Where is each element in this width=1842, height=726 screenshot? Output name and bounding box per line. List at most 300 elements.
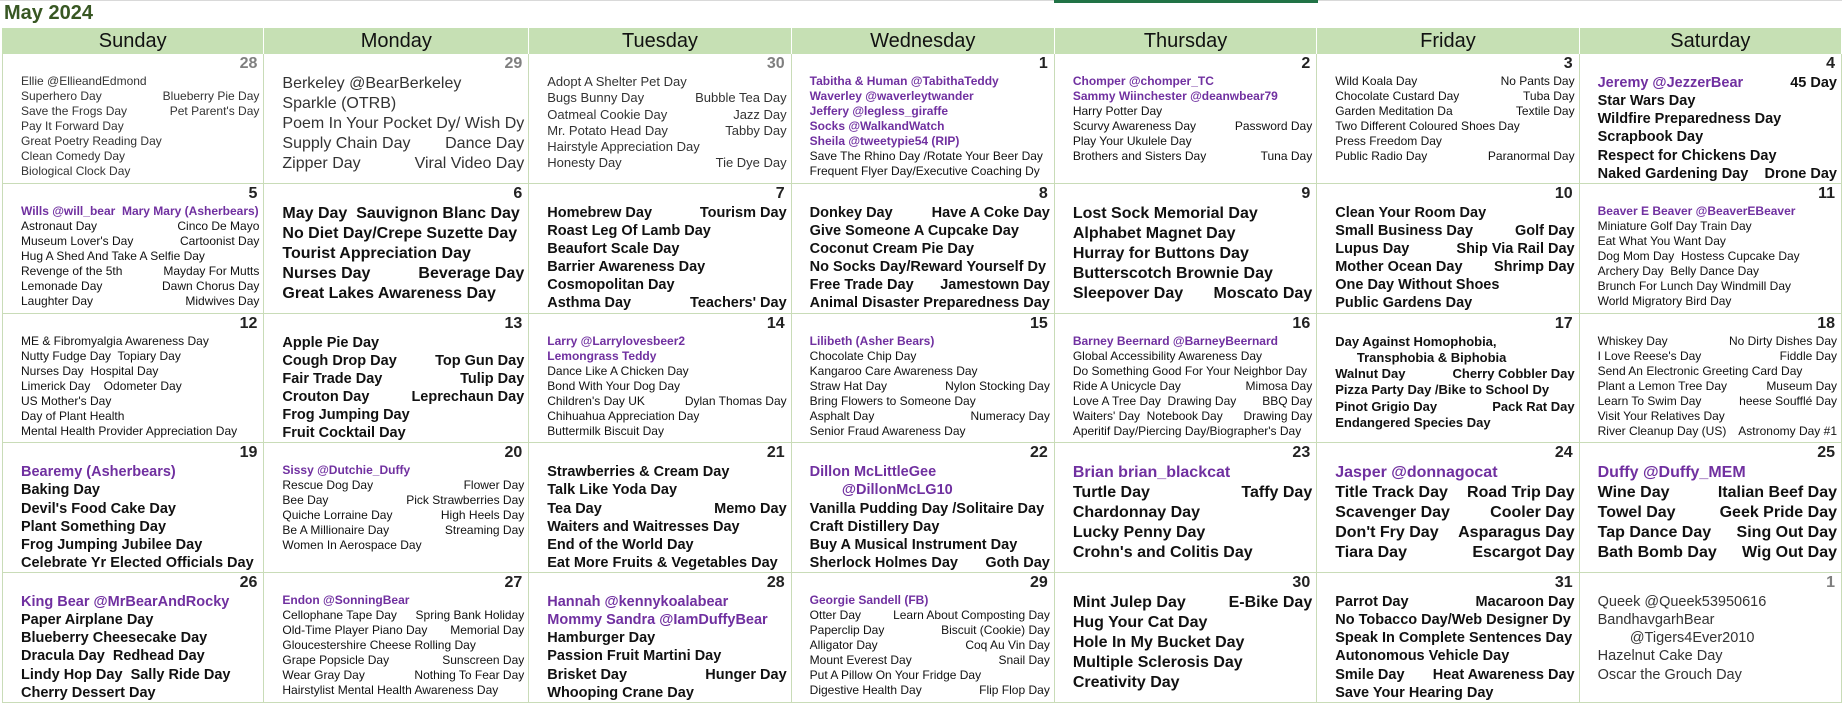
event-line <box>1598 334 1837 349</box>
bear-name: Sparkle (OTRB) <box>282 95 397 112</box>
event-line <box>1335 294 1574 312</box>
day-number: 25 <box>1817 444 1835 462</box>
day-events <box>282 463 524 553</box>
bear-birthday-line <box>1598 204 1837 219</box>
event-label: Tulip Day <box>460 370 525 387</box>
event-line <box>1073 613 1312 633</box>
bear-birthday-line <box>282 74 524 94</box>
event-label: Homebrew Day <box>547 204 653 221</box>
event-line <box>1335 647 1574 665</box>
bear-birthday-line <box>1598 463 1837 483</box>
event-line <box>547 536 786 554</box>
event-line <box>21 554 259 572</box>
bear-birthday-line <box>21 593 259 611</box>
event-line <box>1335 240 1574 258</box>
event-label: Dance Like A Chicken Day <box>547 363 689 378</box>
day-events <box>1598 334 1837 439</box>
event-label: Brothers and Sisters Day <box>1072 149 1207 163</box>
day-cell[interactable] <box>792 443 1055 573</box>
weekday-header-sunday: Sunday <box>2 28 264 54</box>
event-line <box>1598 92 1837 110</box>
event-line <box>1335 89 1574 104</box>
event-label: Walnut Day <box>1335 366 1406 381</box>
day-events <box>282 334 524 443</box>
day-cell[interactable] <box>1055 443 1317 573</box>
event-label: Strawberries & Cream Day <box>547 464 730 481</box>
event-label: Top Gun Day <box>435 352 525 369</box>
day-number: 3 <box>1563 55 1573 72</box>
event-label: Drone Day <box>1764 165 1837 182</box>
event-line <box>282 244 524 264</box>
event-line <box>547 364 786 379</box>
day-cell[interactable] <box>264 573 529 703</box>
event-label: Wild Koala Day <box>1335 74 1418 88</box>
event-label: Nutty Fudge Day Topiary Day <box>21 348 181 363</box>
event-label: Whiskey Day <box>1597 333 1668 348</box>
day-events <box>547 593 786 702</box>
event-label: Museum Lover's Day <box>21 233 134 248</box>
event-line <box>1598 110 1837 128</box>
event-line <box>1598 647 1837 665</box>
bear-name: @DillonMcLG10 <box>809 482 953 499</box>
event-label: Day Against Homophobia, <box>1335 333 1497 349</box>
day-cell[interactable] <box>529 314 791 444</box>
event-line <box>282 538 524 553</box>
day-cell[interactable] <box>2 54 264 184</box>
event-line <box>810 623 1050 638</box>
event-line <box>21 119 259 134</box>
event-label: Museum Day <box>1766 378 1837 393</box>
day-cell[interactable] <box>529 573 791 703</box>
bear-name: Lemongrass Teddy <box>547 348 657 363</box>
day-cell[interactable] <box>2 443 264 573</box>
bear-name: Jeffery @legless_giraffe <box>809 104 949 118</box>
event-label: ME & Fibromyalgia Awareness Day <box>21 333 209 348</box>
day-cell[interactable] <box>1317 54 1579 184</box>
bear-name: Socks @WalkandWatch <box>809 119 945 133</box>
bear-birthday-line <box>21 74 259 89</box>
event-label: Cosmopolitan Day <box>547 277 675 294</box>
event-label: Viral Video Day <box>414 155 525 172</box>
day-cell[interactable] <box>264 314 529 444</box>
event-line <box>282 523 524 538</box>
day-number: 17 <box>1554 314 1573 332</box>
event-label: Astronaut Day <box>21 218 98 233</box>
bear-name: Barney Beernard @BarneyBeernard <box>1072 333 1278 348</box>
day-number: 23 <box>1292 444 1311 462</box>
bear-birthday-line <box>1335 463 1574 483</box>
event-line <box>282 406 524 424</box>
day-number: 28 <box>766 574 785 591</box>
day-cell[interactable] <box>529 443 791 573</box>
bear-birthday-line <box>810 119 1050 134</box>
event-label: Waiters' Day Notebook Day <box>1072 408 1223 423</box>
event-label: Cinco De Mayo <box>177 218 260 233</box>
event-line <box>21 134 259 149</box>
event-line <box>810 409 1050 424</box>
day-number: 18 <box>1817 314 1835 332</box>
event-line <box>1335 523 1574 543</box>
day-number: 31 <box>1554 574 1573 591</box>
event-label: Snail Day <box>998 653 1050 667</box>
event-line <box>1073 523 1312 543</box>
bear-name: Waverley @waverleytwander <box>809 89 974 103</box>
event-line <box>282 334 524 352</box>
event-label: Lost Sock Memorial Day <box>1072 204 1258 222</box>
day-cell[interactable] <box>264 184 529 314</box>
bear-name: Lilibeth (Asher Bears) <box>809 333 935 348</box>
event-line <box>282 508 524 523</box>
event-label: Alligator Day <box>809 638 878 652</box>
day-cell[interactable] <box>1317 184 1579 314</box>
bear-birthday-line <box>282 593 524 608</box>
bear-name: BandhavgarhBear <box>1597 612 1715 629</box>
event-label: Golf Day <box>1514 222 1575 239</box>
event-line <box>21 629 259 647</box>
event-line <box>1598 523 1837 543</box>
event-line <box>1598 147 1837 165</box>
day-cell[interactable] <box>264 443 529 573</box>
event-line <box>810 164 1050 179</box>
event-label: Cooler Day <box>1490 504 1575 522</box>
event-label: Children's Day UK <box>547 393 645 408</box>
bear-name: Chomper @chomper_TC <box>1072 74 1214 88</box>
event-line <box>810 608 1050 623</box>
day-events <box>1073 334 1312 439</box>
event-line <box>21 89 259 104</box>
event-label: Shrimp Day <box>1494 259 1575 276</box>
event-line <box>1335 350 1574 366</box>
event-label: Oscar the Grouch Day <box>1597 666 1742 683</box>
event-label: Star Wars Day <box>1597 93 1696 110</box>
day-number: 19 <box>239 444 258 462</box>
event-label: Cherry Cobbler Day <box>1452 366 1575 381</box>
event-label: No Socks Day/Reward Yourself Dy <box>809 259 1047 276</box>
bear-birthday-line <box>810 463 1050 481</box>
event-label: Digestive Health Day <box>809 683 922 697</box>
event-label: Password Day <box>1234 119 1313 133</box>
day-cell[interactable] <box>792 54 1055 184</box>
event-line <box>547 647 786 665</box>
day-cell[interactable] <box>1580 573 1842 703</box>
event-label: Poem In Your Pocket Dy/ Wish Dy <box>282 115 525 132</box>
event-line <box>1335 382 1574 398</box>
event-label: Hunger Day <box>705 666 787 683</box>
active-column-accent <box>1054 0 1318 3</box>
bear-birthday-line <box>1598 593 1837 611</box>
day-cell[interactable] <box>2 573 264 703</box>
day-events <box>810 593 1050 698</box>
event-line <box>1335 666 1574 684</box>
event-line <box>21 379 259 394</box>
event-line <box>21 219 259 234</box>
event-line <box>282 370 524 388</box>
event-label: Blueberry Cheesecake Day <box>21 630 208 647</box>
day-number: 1 <box>1038 55 1048 72</box>
day-events <box>547 74 786 172</box>
event-line <box>547 518 786 536</box>
day-number: 13 <box>504 314 523 332</box>
event-label: Jazz Day <box>733 106 787 122</box>
event-line <box>282 264 524 284</box>
event-label: Sherlock Holmes Day <box>809 554 958 571</box>
event-line <box>1073 503 1312 523</box>
event-line <box>282 388 524 406</box>
event-label: Memorial Day <box>450 623 525 637</box>
event-line <box>1598 128 1837 146</box>
event-label: Pet Parent's Day <box>169 104 260 118</box>
event-label: Ride A Unicycle Day <box>1072 378 1181 393</box>
event-line <box>1335 104 1574 119</box>
event-line <box>810 638 1050 653</box>
day-cell[interactable] <box>1580 314 1842 444</box>
event-label: Clean Comedy Day <box>21 149 126 163</box>
event-line <box>547 155 786 171</box>
event-label: Pizza Party Day /Bike to School Dy <box>1335 382 1550 398</box>
event-label: Mint Julep Day <box>1072 594 1186 611</box>
event-line <box>282 653 524 668</box>
event-label: Flower Day <box>463 478 525 493</box>
event-line <box>547 276 786 294</box>
day-events <box>547 463 786 572</box>
event-label: Sing Out Day <box>1736 524 1837 542</box>
event-line <box>810 668 1050 683</box>
event-line <box>547 123 786 139</box>
day-cell[interactable] <box>264 54 529 184</box>
event-line <box>282 154 524 174</box>
day-cell[interactable] <box>2 314 264 444</box>
event-label: Dance Day <box>445 135 525 152</box>
event-line <box>21 481 259 499</box>
event-line <box>547 424 786 439</box>
event-label: May Day Sauvignon Blanc Day <box>282 204 520 222</box>
event-label: Two Different Coloured Shoes Day <box>1335 119 1520 133</box>
day-events <box>21 74 259 179</box>
day-cell[interactable] <box>1055 573 1317 703</box>
event-label: Leprechaun Day <box>411 388 525 405</box>
day-number: 2 <box>1301 55 1311 72</box>
day-cell[interactable] <box>1055 314 1317 444</box>
event-label: Chardonnay Day <box>1072 504 1200 522</box>
event-label: Tabby Day <box>725 122 787 138</box>
day-cell[interactable] <box>792 184 1055 314</box>
top-border <box>0 0 1842 1</box>
event-line <box>547 500 786 518</box>
bear-birthday-line <box>1073 89 1312 104</box>
bear-name: Mommy Sandra @IamDuffyBear <box>547 612 768 629</box>
bear-birthday-line <box>810 89 1050 104</box>
day-cell[interactable] <box>2 184 264 314</box>
event-label: Wildfire Preparedness Day <box>1597 111 1782 128</box>
calendar-title: May 2024 <box>4 2 93 24</box>
bear-name: Dillon McLittleGee <box>809 464 937 481</box>
event-line <box>1335 415 1574 431</box>
event-label: Vanilla Pudding Day /Solitaire Day <box>809 500 1045 517</box>
day-events <box>1335 463 1574 563</box>
event-label: Laughter Day <box>21 293 94 308</box>
day-cell[interactable] <box>1055 184 1317 314</box>
event-line <box>547 394 786 409</box>
day-cell[interactable] <box>529 54 791 184</box>
event-line <box>282 284 524 304</box>
event-line <box>1598 483 1837 503</box>
event-label: Zipper Day <box>282 155 361 172</box>
event-label: Road Trip Day <box>1467 484 1575 502</box>
event-label: Fruit Cocktail Day <box>282 425 406 442</box>
bear-name: Queek @Queek53950616 <box>1597 594 1767 610</box>
event-line <box>1598 165 1837 183</box>
event-line <box>1598 249 1837 264</box>
weekday-header-saturday: Saturday <box>1580 28 1842 54</box>
event-label: Chihuahua Appreciation Day <box>547 408 700 423</box>
event-label: Revenge of the 5th <box>21 263 123 278</box>
event-line <box>282 224 524 244</box>
event-label: Wear Gray Day <box>282 668 365 682</box>
event-line <box>1073 424 1312 439</box>
day-cell[interactable] <box>1317 573 1579 703</box>
event-line <box>282 608 524 623</box>
day-number: 4 <box>1826 55 1835 72</box>
day-number: 11 <box>1818 184 1835 202</box>
event-line <box>1335 483 1574 503</box>
day-events <box>282 593 524 698</box>
event-label: Transphobia & Biphobia <box>1335 349 1507 365</box>
event-line <box>810 379 1050 394</box>
event-label: Fiddle Day <box>1779 348 1837 363</box>
event-label: Hamburger Day <box>547 630 656 647</box>
event-label: Lemonade Day <box>21 278 103 293</box>
event-line <box>1073 134 1312 149</box>
event-label: Gloucestershire Cheese Rolling Day <box>282 638 476 652</box>
event-label: Play Your Ukulele Day <box>1072 134 1192 148</box>
day-cell[interactable] <box>1580 184 1842 314</box>
event-line <box>1073 349 1312 364</box>
day-number: 28 <box>239 55 258 72</box>
day-cell[interactable] <box>792 314 1055 444</box>
event-label: Apple Pie Day <box>282 334 380 351</box>
event-label: Oatmeal Cookie Day <box>547 106 668 122</box>
event-label: Taffy Day <box>1241 484 1313 502</box>
bear-birthday-line <box>1073 74 1312 89</box>
event-label: I Love Reese's Day <box>1597 348 1702 363</box>
event-label: Frog Jumping Day <box>282 407 410 423</box>
event-line <box>547 139 786 155</box>
event-label: Frequent Flyer Day/Executive Coaching Dy <box>809 164 1040 178</box>
bear-birthday-line <box>547 334 786 349</box>
event-line <box>1073 264 1312 284</box>
event-line <box>547 666 786 684</box>
day-cell[interactable] <box>1317 443 1579 573</box>
bear-birthday-line <box>1598 629 1837 647</box>
event-label: 45 Day <box>1790 75 1837 91</box>
event-line <box>1073 394 1312 409</box>
event-label: No Tobacco Day/Web Designer Dy <box>1335 612 1571 629</box>
event-label: Celebrate Yr Elected Officials Day <box>21 554 254 571</box>
event-line <box>547 379 786 394</box>
event-label: Cellophane Tape Day <box>282 608 397 622</box>
event-label: End of the World Day <box>547 536 694 553</box>
event-line <box>810 222 1050 240</box>
event-label: Put A Pillow On Your Fridge Day <box>809 668 982 682</box>
day-cell[interactable] <box>792 573 1055 703</box>
weekday-header-friday: Friday <box>1317 28 1579 54</box>
bear-name: Tabitha & Human @TabithaTeddy <box>809 74 999 88</box>
event-line <box>1073 284 1312 304</box>
day-events <box>1598 74 1837 183</box>
event-label: Buttermilk Biscuit Day <box>547 423 664 438</box>
event-line <box>21 234 259 249</box>
event-label: Goth Day <box>985 554 1050 571</box>
event-line <box>547 222 786 240</box>
event-label: Dracula Day Redhead Day <box>21 648 205 665</box>
day-events <box>1073 74 1312 164</box>
event-line <box>21 394 259 409</box>
event-label: Paperclip Day <box>809 623 885 637</box>
event-label: Tea Day <box>547 500 602 517</box>
event-label: Save The Rhino Day /Rotate Your Beer Day <box>809 149 1043 163</box>
event-label: Mimosa Day <box>1245 378 1313 393</box>
event-label: Hug A Shed And Take A Selfie Day <box>21 248 205 263</box>
event-line <box>1335 334 1574 350</box>
event-line <box>1073 653 1312 673</box>
event-line <box>21 611 259 629</box>
event-label: Dylan Thomas Day <box>684 393 787 408</box>
event-line <box>1073 543 1312 563</box>
event-label: Nothing To Fear Day <box>414 668 525 682</box>
day-cell[interactable] <box>1055 54 1317 184</box>
event-label: Title Track Day <box>1335 484 1448 502</box>
day-cell[interactable] <box>1317 314 1579 444</box>
event-line <box>21 294 259 309</box>
day-cell[interactable] <box>1580 54 1842 184</box>
event-label: No Dirty Dishes Day <box>1728 333 1837 348</box>
event-line <box>810 424 1050 439</box>
day-cell[interactable] <box>1580 443 1842 573</box>
bear-birthday-line <box>810 74 1050 89</box>
day-number: 7 <box>775 184 785 202</box>
event-label: Escargot Day <box>1472 544 1575 562</box>
event-label: Parrot Day <box>1335 594 1409 610</box>
event-line <box>810 149 1050 164</box>
event-line <box>1598 666 1837 684</box>
event-line <box>547 294 786 312</box>
event-line <box>1598 234 1837 249</box>
event-label: Paper Airplane Day <box>21 612 154 629</box>
event-line <box>282 424 524 442</box>
bear-birthday-line <box>810 104 1050 119</box>
event-line <box>21 164 259 179</box>
event-label: Ship Via Rail Day <box>1456 241 1575 257</box>
event-line <box>810 394 1050 409</box>
event-label: Hurray for Buttons Day <box>1072 244 1249 262</box>
event-label: Free Trade Day <box>809 277 914 294</box>
event-label: Cherry Dessert Day <box>21 684 156 701</box>
event-label: Whooping Crane Day <box>547 684 694 701</box>
event-label: Straw Hat Day <box>809 378 888 393</box>
event-label: Aperitif Day/Piercing Day/Biographer's Day <box>1072 423 1302 438</box>
event-label: Sunscreen Day <box>442 653 525 667</box>
event-line <box>1073 204 1312 224</box>
bear-name: Jasper @donnagocat <box>1335 464 1498 482</box>
day-cell[interactable] <box>529 184 791 314</box>
event-label: Streaming Day <box>444 523 525 538</box>
day-number: 12 <box>239 314 258 332</box>
day-number: 22 <box>1030 444 1048 462</box>
event-line <box>1598 503 1837 523</box>
bear-birthday-line <box>1073 463 1312 483</box>
weekday-header-thursday: Thursday <box>1055 28 1317 54</box>
event-label: Donkey Day <box>809 204 893 221</box>
